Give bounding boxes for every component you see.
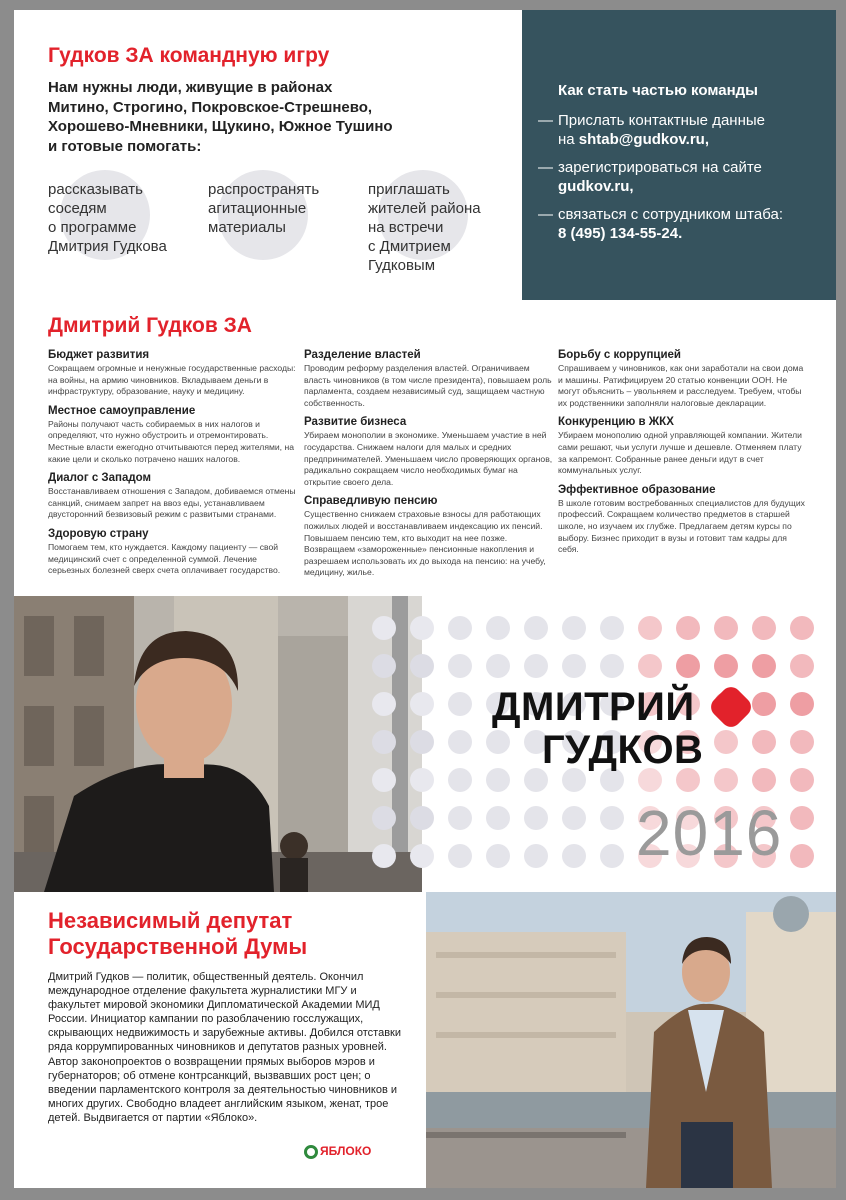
activity-2: [208, 180, 319, 237]
activity-line: агитационные: [208, 200, 307, 217]
program-text: Спрашиваем у чиновников, как они заработали на свои дома и машины. Ратифицируем 20 статью конвенции ООН. Не могут объяснить – увольняем и расследуем. Требуем, чтобы их родственники заполняли налоговые декларации.: [558, 363, 804, 408]
grid-dot: [600, 806, 624, 830]
team-title: Гудков ЗА командную игру: [48, 44, 330, 67]
brand-logo: [492, 686, 703, 772]
grid-dot: [486, 806, 510, 830]
join-item-text: зарегистрироваться на сайте: [558, 159, 762, 176]
grid-dot: [562, 616, 586, 640]
grid-dot: [486, 654, 510, 678]
grid-dot: [524, 654, 548, 678]
program-text: В школе готовим востребованных специалистов для будущих профессий. Сокращаем количество предметов в старшей школе, но изучаем их глубже. Предлагаем детям курсы по выбору. Бизнес приходит в вузы и готовит там кадры для себя.: [558, 497, 805, 555]
city-photo: [426, 892, 836, 1188]
grid-dot: [524, 616, 548, 640]
team-intro: [48, 78, 518, 156]
grid-dot: [372, 844, 396, 868]
grid-dot: [410, 806, 434, 830]
program-heading: Здоровую страну: [48, 527, 149, 540]
grid-dot: [410, 616, 434, 640]
activity-line: жителей района: [368, 200, 481, 217]
activity-line: с Дмитрием: [368, 238, 451, 255]
email-link[interactable]: shtab@gudkov.ru,: [578, 131, 709, 148]
brand-name-line2: ГУДКОВ: [542, 728, 704, 772]
grid-dot: [600, 844, 624, 868]
leaflet-page: [14, 10, 836, 1188]
grid-dot: [372, 730, 396, 754]
grid-dot: [448, 730, 472, 754]
activity-line: Гудковым: [368, 257, 436, 274]
grid-dot: [676, 616, 700, 640]
grid-dot: [372, 806, 396, 830]
program-heading: Диалог с Западом: [48, 472, 152, 485]
site-link[interactable]: gudkov.ru,: [558, 178, 634, 195]
phone-number[interactable]: 8 (495) 134-55-24.: [558, 225, 683, 242]
grid-dot: [790, 654, 814, 678]
grid-dot: [752, 654, 776, 678]
intro-line: и готовые помогать:: [48, 137, 202, 155]
grid-dot: [524, 844, 548, 868]
grid-dot: [714, 616, 738, 640]
grid-dot: [562, 806, 586, 830]
grid-dot: [524, 806, 548, 830]
program-text: Существенно снижаем страховые взносы для работающих пожилых людей и восстанавливаем индексацию их пенсий. Повышаем пенсию тем, кто выходит на нее позже. Возвращаем «замороженные» пенсионные накопления и разрешаем использовать их до выхода на пенсию: на учебу, медицину, жилье.: [304, 509, 546, 578]
grid-dot: [752, 730, 776, 754]
program-text: Проводим реформу разделения властей. Ограничиваем власть чиновников (в том числе президента), повышаем роль парламента, создаем независимый суд, защищаем частную собственность.: [304, 363, 552, 408]
apple-ring-icon: [304, 1145, 318, 1159]
program-heading: Разделение властей: [304, 349, 421, 361]
program-column-3: [558, 348, 808, 562]
grid-dot: [676, 654, 700, 678]
deputy-title-line2: Государственной Думы: [48, 934, 308, 959]
program-text: Убираем монополии в экономике. Уменьшаем участие в ней государства. Снижаем налоги для малых и средних предпринимателей. Уменьшаем число проверяющих органов, радикально сокращаем число необходимых бумаг на открытие своего дела.: [304, 430, 553, 487]
deputy-title-line1: Независимый депутат: [48, 908, 293, 933]
program-heading: Борьбу с коррупцией: [558, 349, 681, 361]
program-text: Убираем монополию одной управляющей компании. Жители сами решают, чьи услуги лучше и дешевле. Отменяем плату за капремонт. Собранные ранее деньги идут в счет коммунальных услуг.: [558, 430, 802, 476]
grid-dot: [714, 768, 738, 792]
program-heading: Эффективное образование: [558, 483, 716, 496]
program-heading: Развитие бизнеса: [304, 416, 407, 429]
grid-dot: [562, 844, 586, 868]
join-item-site: — зарегистрироваться на сайте gudkov.ru,: [538, 159, 762, 195]
program-column-2: [304, 348, 554, 585]
join-title: Как стать частью команды: [558, 82, 758, 99]
join-item-phone: — связаться с сотрудником штаба: 8 (495) 134-55-24.: [538, 206, 783, 242]
grid-dot: [790, 730, 814, 754]
grid-dot: [752, 692, 776, 716]
activity-1: [48, 180, 167, 256]
grid-dot: [486, 616, 510, 640]
intro-line: Нам нужны люди, живущие в районах: [48, 79, 333, 96]
join-item-prefix: на: [558, 131, 579, 148]
grid-dot: [790, 692, 814, 716]
deputy-bio: Дмитрий Гудков — политик, общественный деятель. Окончил международное отделение факультета журналистики МГУ и факультет мировой экономики Дипломатической Академии МИД России. Инициатор кампании по разоблачению госслужащих, скрывающих недвижимость и зарубежные активы. Добился отставки ряда коррумпированных чиновников и депутатов разных уровней. Автор законопроектов о возвращении прямых выборов мэров и губернаторов; об отмене контрсанкций, вызвавших рост цен; о введении парламентского контроля за деятельностью чиновников и многих других. Свободно владеет английским языком, женат, трое детей. Выдвигается от партии «Яблоко».: [48, 971, 401, 1124]
grid-dot: [638, 654, 662, 678]
join-item-text: Прислать контактные данные: [558, 112, 765, 129]
grid-dot: [410, 730, 434, 754]
grid-dot: [372, 692, 396, 716]
intro-line: Хорошево-Мневники, Щукино, Южное Тушино: [48, 118, 393, 135]
activity-line: на встречи: [368, 219, 444, 236]
grid-dot: [372, 654, 396, 678]
activity-line: Дмитрия Гудкова: [48, 238, 167, 255]
program-text: Сокращаем огромные и ненужные государственные расходы: на войны, на армию чиновников. Вкладываем деньги в инфраструктуру, образование, науку и медицину.: [48, 363, 296, 397]
grid-dot: [600, 616, 624, 640]
grid-dot: [790, 844, 814, 868]
grid-dot: [752, 616, 776, 640]
grid-dot: [448, 768, 472, 792]
program-text: Помогаем тем, кто нуждается. Каждому пациенту — свой медицинский счет с определенной суммой. Лечение серьезных болезней сверх счета оплачивает государство.: [48, 541, 281, 576]
grid-dot: [448, 844, 472, 868]
grid-dot: [714, 730, 738, 754]
activity-line: соседям: [48, 200, 107, 217]
activity-line: приглашать: [368, 181, 450, 198]
grid-dot: [410, 654, 434, 678]
activity-line: распространять: [208, 181, 320, 198]
activity-line: рассказывать: [48, 181, 143, 198]
join-item-text: связаться с сотрудником штаба:: [558, 206, 783, 223]
program-text: Восстанавливаем отношения с Западом, добиваемся отмены санкций, снимаем запрет на ввоз еды, устанавливаем двусторонний безвизовый режим с развитыми странами.: [48, 486, 296, 520]
activity-3: [368, 180, 481, 275]
portrait-photo: [14, 596, 422, 892]
activity-line: материалы: [208, 219, 286, 236]
brand-name-line1: ДМИТРИЙ: [492, 685, 695, 729]
grid-dot: [562, 654, 586, 678]
intro-line: Митино, Строгино, Покровское-Стрешнево,: [48, 98, 373, 116]
grid-dot: [714, 654, 738, 678]
grid-dot: [790, 768, 814, 792]
grid-dot: [372, 768, 396, 792]
grid-dot: [486, 844, 510, 868]
join-panel: [522, 10, 836, 300]
program-heading: Справедливую пенсию: [304, 495, 438, 508]
deputy-title: [48, 908, 307, 960]
program-heading: Местное самоуправление: [48, 404, 196, 417]
grid-dot: [448, 806, 472, 830]
grid-dot: [448, 616, 472, 640]
party-logo-text: ЯБЛОКО: [320, 1144, 372, 1158]
party-logo: [304, 1144, 371, 1159]
program-column-1: [48, 348, 298, 583]
grid-dot: [410, 844, 434, 868]
program-title: Дмитрий Гудков ЗА: [48, 314, 252, 337]
grid-dot: [410, 768, 434, 792]
grid-dot: [790, 806, 814, 830]
campaign-year: 2016: [636, 797, 783, 869]
grid-dot: [372, 616, 396, 640]
grid-dot: [752, 768, 776, 792]
activity-line: о программе: [48, 219, 137, 236]
grid-dot: [448, 692, 472, 716]
program-heading: Бюджет развития: [48, 349, 150, 361]
grid-dot: [638, 616, 662, 640]
grid-dot: [448, 654, 472, 678]
grid-dot: [600, 654, 624, 678]
join-item-email: — Прислать контактные данные на shtab@gudkov.ru,: [538, 112, 765, 148]
grid-dot: [410, 692, 434, 716]
grid-dot: [790, 616, 814, 640]
program-text: Районы получают часть собираемых в них налогов и определяют, что нужно обустроить и отремонтировать. Местные власти ежегодно отчитываются перед жителями, на какие цели и сколько потрачено наших налогов.: [48, 418, 294, 464]
program-heading: Конкуренцию в ЖКХ: [558, 416, 674, 429]
